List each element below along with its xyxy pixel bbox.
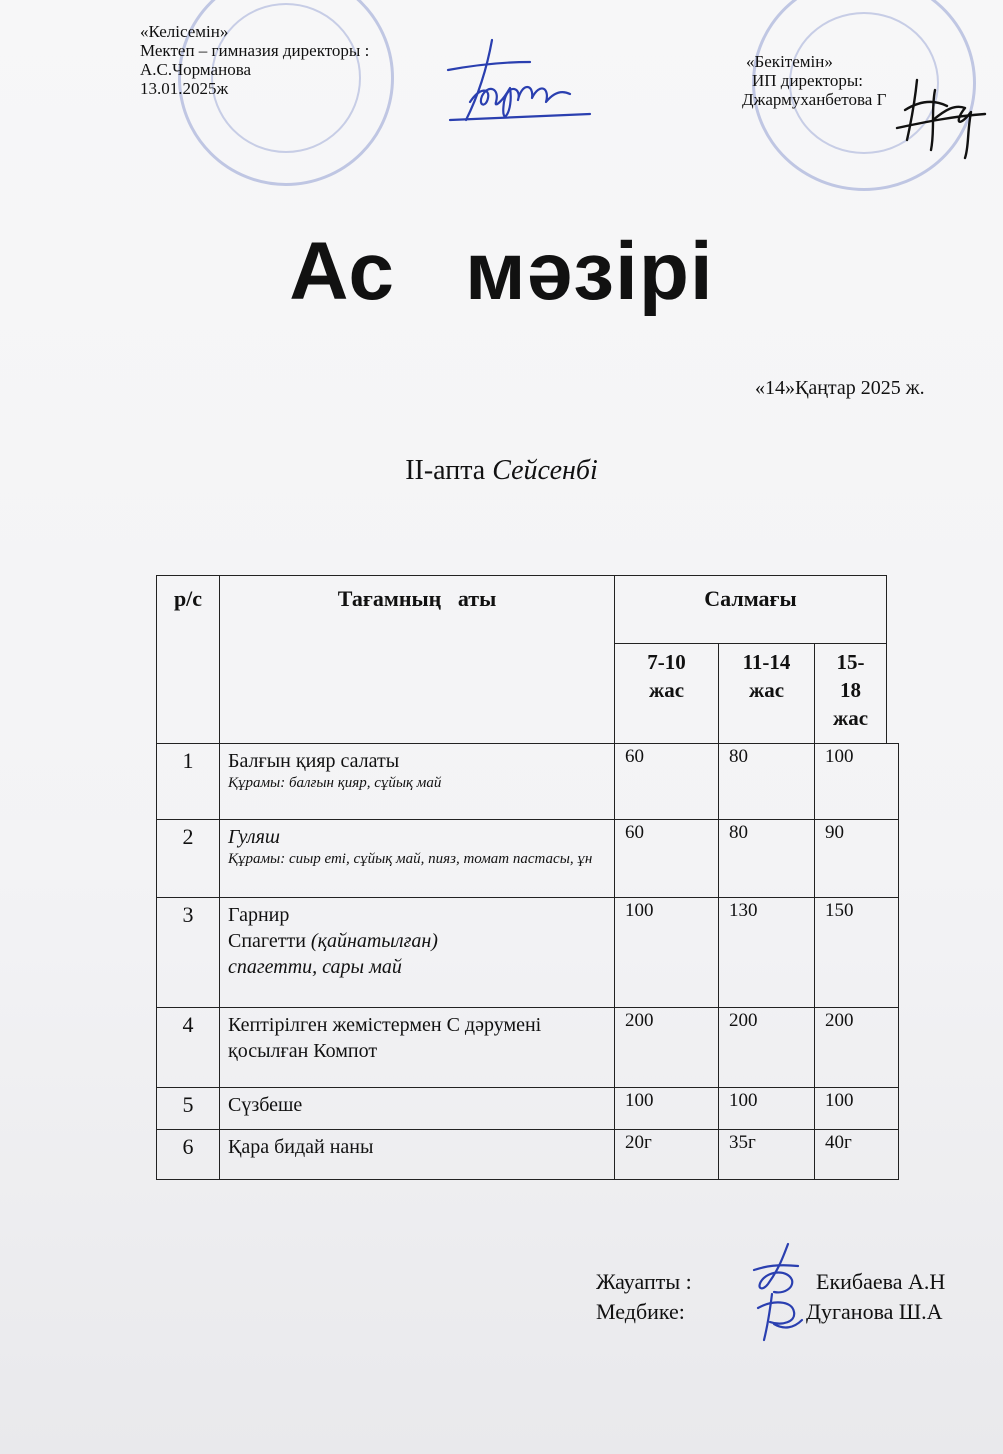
dish-name: Қара бидай наны	[220, 1130, 615, 1180]
nurse-name: Дуганова Ш.А	[806, 1299, 943, 1324]
age-range-start: 15-	[836, 650, 865, 674]
table-row	[157, 898, 899, 1008]
approval-left	[140, 22, 369, 98]
dish-subname: Спагетти	[228, 930, 306, 952]
weight-11-14: 130	[719, 898, 815, 1008]
responsible-labels	[596, 1267, 692, 1327]
responsible-names	[806, 1267, 945, 1327]
weight-7-10: 100	[615, 898, 719, 1008]
spacer-cell	[887, 644, 899, 744]
age-unit: жас	[832, 706, 869, 730]
dish-composition: Құрамы: балғын қияр, сұйық май	[228, 775, 442, 791]
weight-11-14: 200	[719, 1008, 815, 1088]
ip-director-position: ИП директоры:	[752, 71, 863, 90]
week-label: II-апта	[405, 455, 486, 486]
weight-15-18: 100	[815, 744, 899, 820]
row-number: 6	[157, 1130, 220, 1180]
dish-line-2	[228, 928, 606, 954]
age-unit: жас	[748, 678, 785, 702]
dish-name: Кептірілген жемістермен С дәрумені қосылған Компот	[220, 1008, 615, 1088]
week-heading	[0, 455, 1003, 487]
weight-7-10: 20г	[615, 1130, 719, 1180]
age-7-10	[615, 644, 719, 744]
dish-name: Гарнир	[228, 904, 290, 926]
title-word-2: мәзірі	[465, 226, 714, 317]
school-director-position: Мектеп – гимназия директоры :	[140, 41, 370, 60]
week-day: Сейсенбі	[492, 455, 598, 486]
dish-name: Балғын қияр салаты	[228, 750, 400, 772]
col-name-header: Тағамның аты	[220, 576, 615, 744]
weight-11-14: 100	[719, 1088, 815, 1130]
weight-15-18: 100	[815, 1088, 899, 1130]
agreed-label: «Келісемін»	[140, 22, 229, 41]
weight-11-14: 35г	[719, 1130, 815, 1180]
table-row	[157, 820, 899, 898]
age-range: 7-10	[647, 650, 686, 674]
weight-15-18: 40г	[815, 1130, 899, 1180]
dish-composition: Құрамы: сиыр еті, сұйық май, пияз, томат пастасы, ұн	[228, 851, 593, 867]
weight-7-10: 60	[615, 820, 719, 898]
school-director-name: А.С.Чорманова	[140, 60, 252, 79]
signature-left	[430, 32, 600, 132]
dish-cell	[220, 744, 615, 820]
row-number: 1	[157, 744, 220, 820]
spacer-cell	[887, 576, 899, 644]
age-11-14	[719, 644, 815, 744]
ip-director-name: Джармуханбетова Г	[742, 90, 887, 109]
table-row	[157, 1130, 899, 1180]
weight-7-10: 60	[615, 744, 719, 820]
dish-cell	[220, 820, 615, 898]
header-row	[157, 576, 899, 644]
age-range: 11-14	[742, 650, 791, 674]
table-row	[157, 744, 899, 820]
weight-7-10: 100	[615, 1088, 719, 1130]
age-15-18	[815, 644, 887, 744]
nurse-label: Медбике:	[596, 1299, 685, 1324]
dish-composition: спагетти, сары май	[228, 956, 402, 978]
signature-right	[895, 70, 990, 165]
weight-11-14: 80	[719, 820, 815, 898]
row-number: 5	[157, 1088, 220, 1130]
weight-11-14: 80	[719, 744, 815, 820]
age-unit: жас	[648, 678, 685, 702]
row-number: 4	[157, 1008, 220, 1088]
row-number: 2	[157, 820, 220, 898]
approval-date: 13.01.2025ж	[140, 79, 229, 98]
weight-15-18: 150	[815, 898, 899, 1008]
signature-nurse	[752, 1290, 812, 1345]
title-word-1: Ас	[289, 226, 396, 317]
dish-preparation: (қайнатылған)	[310, 930, 438, 952]
responsible-label: Жауапты :	[596, 1269, 692, 1294]
responsible-name: Екибаева А.Н	[816, 1269, 946, 1294]
col-weight-header: Салмағы	[615, 576, 887, 644]
weight-15-18: 90	[815, 820, 899, 898]
dish-name: Сүзбеше	[220, 1088, 615, 1130]
table-row	[157, 1088, 899, 1130]
approved-label: «Бекітемін»	[746, 52, 833, 71]
row-number: 3	[157, 898, 220, 1008]
dish-name: Гуляш	[228, 826, 280, 848]
page-title	[0, 225, 1003, 319]
menu-table	[156, 575, 899, 1180]
approval-right	[742, 52, 886, 109]
weight-7-10: 200	[615, 1008, 719, 1088]
menu-date: «14»Қаңтар 2025 ж.	[755, 377, 925, 399]
weight-15-18: 200	[815, 1008, 899, 1088]
age-range-end: 18	[840, 678, 861, 702]
col-num-header: р/с	[157, 576, 220, 744]
dish-cell	[220, 898, 615, 1008]
table-row	[157, 1008, 899, 1088]
